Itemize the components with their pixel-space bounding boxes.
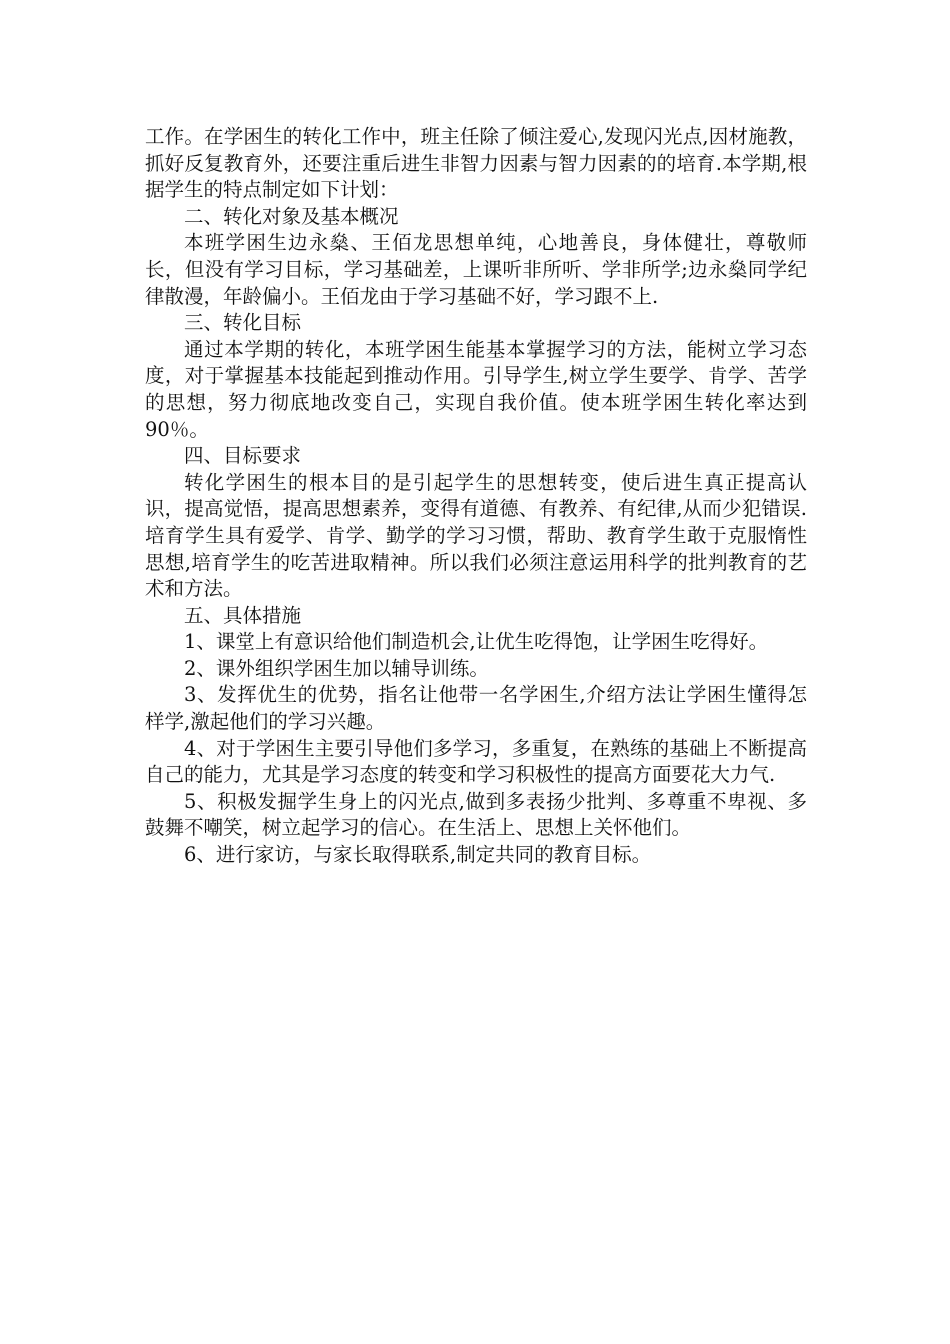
section-heading-measures: 五、具体措施 xyxy=(184,603,302,627)
paragraph-requirements: 转化学困生的根本目的是引起学生的思想转变，使后进生真正提高认识，提高觉悟，提高思想素养，变得有道德、有教养、有纪律,从而少犯错误.培育学生具有爱学、肯学、勤学的学习习惯，帮助、教育学生敢于克服惰性思想,培育学生的吃苦进取精神。所以我们必须注意运用科学的批判教育的艺术和方法。 xyxy=(145,470,807,601)
paragraph-intro-continuation: 工作。在学困生的转化工作中，班主任除了倾注爱心,发现闪光点,因材施教，抓好反复教育外，还要注重后进生非智力因素与智力因素的的培育.本学期,根据学生的特点制定如下计划： xyxy=(145,125,807,202)
paragraph-goals: 通过本学期的转化，本班学困生能基本掌握学习的方法，能树立学习态度，对于掌握基本技能起到推动作用。引导学生,树立学生要学、肯学、苦学的思想，努力彻底地改变自己，实现自我价值。使本班学困生转化率达到90％。 xyxy=(145,337,807,441)
section-heading-requirements: 四、目标要求 xyxy=(184,444,302,468)
measure-item-4: 4、对于学困生主要引导他们多学习，多重复，在熟练的基础上不断提高自己的能力，尤其是学习态度的转变和学习积极性的提高方面要花大力气. xyxy=(145,736,807,787)
paragraph-targets: 本班学困生边永燊、王佰龙思想单纯，心地善良，身体健壮，尊敬师长，但没有学习目标，学习基础差，上课听非所听、学非所学;边永燊同学纪律散漫，年龄偏小。王佰龙由于学习基础不好，学习跟不上. xyxy=(145,231,807,308)
measure-item-3: 3、发挥优生的优势，指名让他带一名学困生,介绍方法让学困生懂得怎样学,激起他们的学习兴趣。 xyxy=(145,683,807,734)
measure-item-1: 1、课堂上有意识给他们制造机会,让优生吃得饱，让学困生吃得好。 xyxy=(184,630,769,654)
measure-item-5: 5、积极发掘学生身上的闪光点,做到多表扬少批判、多尊重不卑视、多鼓舞不嘲笑，树立起学习的信心。在生活上、思想上关怀他们。 xyxy=(145,789,807,840)
document-page xyxy=(145,124,807,869)
section-heading-goals: 三、转化目标 xyxy=(184,311,302,335)
section-heading-targets: 二、转化对象及基本概况 xyxy=(184,204,399,228)
measure-item-2: 2、课外组织学困生加以辅导训练。 xyxy=(184,656,489,680)
measure-item-6: 6、进行家访，与家长取得联系,制定共同的教育目标。 xyxy=(184,843,652,867)
